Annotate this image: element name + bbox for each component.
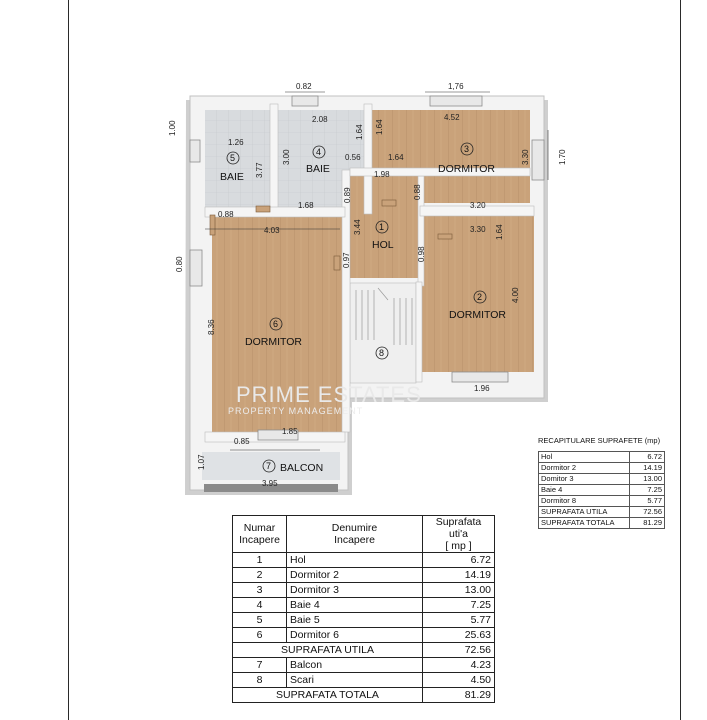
- dim-3-20: 3.20: [470, 201, 486, 210]
- dim-0-82: 0.82: [296, 82, 312, 91]
- row-name: Baie 4: [287, 598, 423, 613]
- row-area: 7.25: [423, 598, 495, 613]
- row-name: Baie 5: [287, 613, 423, 628]
- recap-panel: [538, 434, 665, 529]
- row-area: 5.77: [423, 613, 495, 628]
- useful-area-value: 72.56: [423, 643, 495, 658]
- table-row: [233, 598, 495, 613]
- recap-value: 14.19: [630, 463, 665, 474]
- header-room-area: Suprafata uti'a [ mp ]: [423, 516, 495, 553]
- row-name: Scari: [287, 673, 423, 688]
- recap-label: Baie 4: [539, 485, 630, 496]
- row-number: 1: [233, 553, 287, 568]
- table-header-row: [233, 516, 495, 553]
- dim-1-70: 1.70: [558, 149, 567, 165]
- useful-area-row: [233, 643, 495, 658]
- dim-1-64-b: 1.64: [375, 119, 384, 135]
- dim-1-68: 1.68: [298, 201, 314, 210]
- row-number: 8: [233, 673, 287, 688]
- recap-row: [539, 496, 665, 507]
- total-area-label: SUPRAFATA TOTALA: [233, 688, 423, 703]
- dim-0-98: 0.98: [417, 246, 426, 262]
- recap-label: SUPRAFATA TOTALA: [539, 518, 630, 529]
- row-name: Dormitor 2: [287, 568, 423, 583]
- dim-1-98: 1.98: [374, 170, 390, 179]
- table-row: [233, 613, 495, 628]
- recap-label: SUPRAFATA UTILA: [539, 507, 630, 518]
- room-1-number: 1: [379, 222, 385, 232]
- dim-0-85: 0.85: [234, 437, 250, 446]
- dim-3-30-a: 3.30: [521, 149, 530, 165]
- header-room-number: Numar Incapere: [233, 516, 287, 553]
- room-7-name: BALCON: [280, 462, 324, 474]
- room-4-name: BAIE: [306, 163, 330, 175]
- recap-label: Dormitor 8: [539, 496, 630, 507]
- room-6-name: DORMITOR: [245, 336, 302, 348]
- recap-value: 6.72: [630, 452, 665, 463]
- table-row: [233, 673, 495, 688]
- row-number: 4: [233, 598, 287, 613]
- watermark-brand: PRIME ESTATES: [236, 382, 422, 407]
- row-area: 4.50: [423, 673, 495, 688]
- dim-1-85: 1.85: [282, 427, 298, 436]
- room-8-number: 8: [379, 348, 385, 358]
- dim-4-52: 4.52: [444, 113, 460, 122]
- room-1-name: HOL: [372, 239, 394, 251]
- recap-value: 81.29: [630, 518, 665, 529]
- dim-1-00: 1.00: [168, 120, 177, 136]
- dim-1-07: 1.07: [197, 454, 206, 470]
- recap-row: [539, 452, 665, 463]
- useful-area-label: SUPRAFATA UTILA: [233, 643, 423, 658]
- row-area: 14.19: [423, 568, 495, 583]
- room-3-number: 3: [464, 144, 470, 154]
- recap-row: [539, 463, 665, 474]
- row-number: 5: [233, 613, 287, 628]
- recap-row: [539, 507, 665, 518]
- dim-3-44: 3.44: [353, 219, 362, 235]
- room-5-name: BAIE: [220, 171, 244, 183]
- room-2-name: DORMITOR: [449, 309, 506, 321]
- row-name: Balcon: [287, 658, 423, 673]
- dim-0-89: 0.89: [343, 187, 352, 203]
- dim-3-30-b: 3.30: [470, 225, 486, 234]
- recap-value: 5.77: [630, 496, 665, 507]
- room-4-number: 4: [316, 147, 322, 157]
- recap-label: Domitor 3: [539, 474, 630, 485]
- row-area: 13.00: [423, 583, 495, 598]
- recap-row: [539, 518, 665, 529]
- table-row: [233, 568, 495, 583]
- row-area: 6.72: [423, 553, 495, 568]
- row-area: 25.63: [423, 628, 495, 643]
- total-area-row: [233, 688, 495, 703]
- room-3-name: DORMITOR: [438, 163, 495, 175]
- row-name: Dormitor 6: [287, 628, 423, 643]
- dim-4-00: 4.00: [511, 287, 520, 303]
- room-5-number: 5: [230, 153, 236, 163]
- recap-label: Dormitor 2: [539, 463, 630, 474]
- dim-8-36: 8.36: [207, 319, 216, 335]
- recap-value: 7.25: [630, 485, 665, 496]
- room-2-number: 2: [477, 292, 483, 302]
- total-area-value: 81.29: [423, 688, 495, 703]
- dim-0-88-b: 0.88: [218, 210, 234, 219]
- room-7-number: 7: [266, 461, 272, 471]
- room-area-table: [232, 515, 495, 703]
- watermark-tagline: PROPERTY MANAGEMENT: [228, 406, 364, 416]
- recap-value: 13.00: [630, 474, 665, 485]
- dim-1-76: 1,76: [448, 82, 464, 91]
- dim-3-00: 3.00: [282, 149, 291, 165]
- dim-1-26: 1.26: [228, 138, 244, 147]
- table-row: [233, 553, 495, 568]
- dim-0-80: 0.80: [175, 256, 184, 272]
- dim-0-88-a: 0.88: [413, 184, 422, 200]
- dim-3-77: 3.77: [255, 162, 264, 178]
- dim-0-56: 0.56: [345, 153, 361, 162]
- recap-title: RECAPITULARE SUPRAFETE (mp): [538, 436, 661, 445]
- dim-4-03: 4.03: [264, 226, 280, 235]
- row-number: 7: [233, 658, 287, 673]
- row-area: 4.23: [423, 658, 495, 673]
- room-5-floor: [205, 110, 270, 210]
- recap-row: [539, 474, 665, 485]
- room-6-number: 6: [273, 319, 279, 329]
- row-name: Hol: [287, 553, 423, 568]
- dim-1-64-d: 1.64: [495, 224, 504, 240]
- table-row: [233, 628, 495, 643]
- dim-1-64-a: 1.64: [355, 124, 364, 140]
- row-name: Dormitor 3: [287, 583, 423, 598]
- dim-0-97: 0.97: [342, 252, 351, 268]
- row-number: 2: [233, 568, 287, 583]
- table-row: [233, 658, 495, 673]
- dim-1-64-c: 1.64: [388, 153, 404, 162]
- row-number: 3: [233, 583, 287, 598]
- recap-table: [538, 451, 665, 529]
- dim-1-96: 1.96: [474, 384, 490, 393]
- recap-row: [539, 485, 665, 496]
- recap-value: 72.56: [630, 507, 665, 518]
- dim-3-95: 3.95: [262, 479, 278, 488]
- row-number: 6: [233, 628, 287, 643]
- table-row: [233, 583, 495, 598]
- recap-label: Hol: [539, 452, 630, 463]
- header-room-name: Denumire Incapere: [287, 516, 423, 553]
- dim-2-08: 2.08: [312, 115, 328, 124]
